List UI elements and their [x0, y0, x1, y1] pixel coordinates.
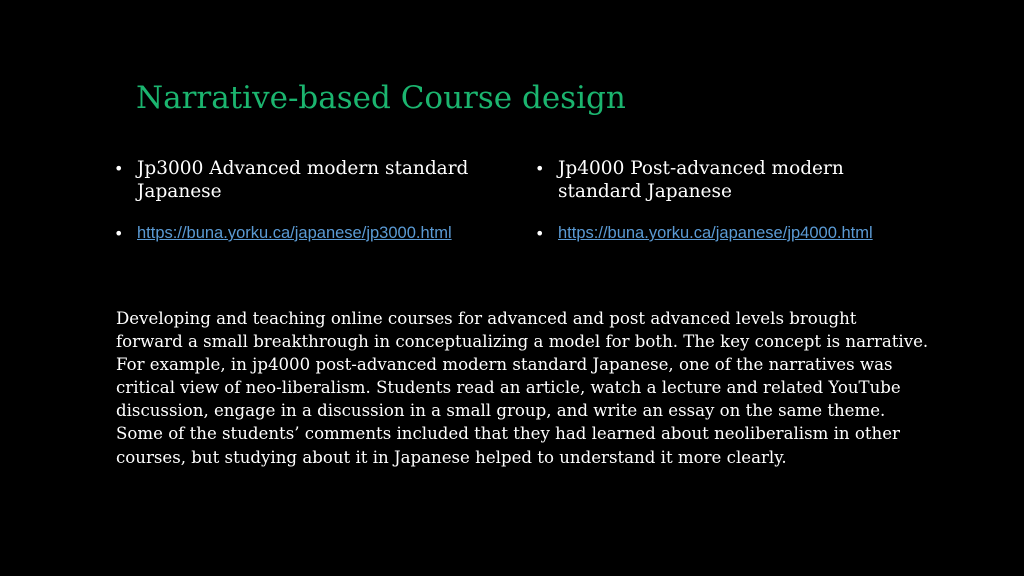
course-title-jp4000: Jp4000 Post-advanced modern standard Japanese: [558, 158, 844, 202]
bullet-icon: •: [535, 224, 545, 243]
paragraph-line: critical view of neo-liberalism. Students read an article, watch a lecture and related YouTube: [116, 378, 901, 398]
left-column: [114, 157, 484, 245]
paragraph-line: Developing and teaching online courses for advanced and post advanced levels brought: [116, 309, 857, 328]
paragraph-line: For example, in jp4000 post-advanced modern standard Japanese, one of the narratives was: [116, 355, 893, 375]
paragraph-line: courses, but studying about it in Japanese helped to understand it more clearly.: [116, 447, 787, 467]
bullet-icon: •: [535, 159, 545, 178]
bullet-icon: •: [114, 224, 124, 243]
course-link-item-jp4000: [535, 222, 905, 245]
course-link-jp3000[interactable]: https://buna.yorku.ca/japanese/jp3000.html: [137, 224, 452, 242]
description-paragraph: [116, 307, 946, 469]
paragraph-line: forward a small breakthrough in conceptualizing a model for both. The key concept is narrative.: [116, 332, 929, 352]
bullet-icon: •: [114, 159, 124, 178]
course-bullet-jp4000: [535, 157, 905, 203]
paragraph-line: discussion, engage in a discussion in a small group, and write an essay on the same theme.: [116, 401, 886, 421]
course-bullet-jp3000: [114, 157, 484, 203]
slide-title: Narrative-based Course design: [136, 80, 626, 116]
right-column: [535, 157, 905, 245]
course-title-jp3000: Jp3000 Advanced modern standard Japanese: [137, 158, 469, 202]
course-link-item-jp3000: [114, 222, 484, 245]
paragraph-line: Some of the students’ comments included that they had learned about neoliberalism in other: [116, 424, 900, 444]
course-link-jp4000[interactable]: https://buna.yorku.ca/japanese/jp4000.html: [558, 224, 873, 242]
